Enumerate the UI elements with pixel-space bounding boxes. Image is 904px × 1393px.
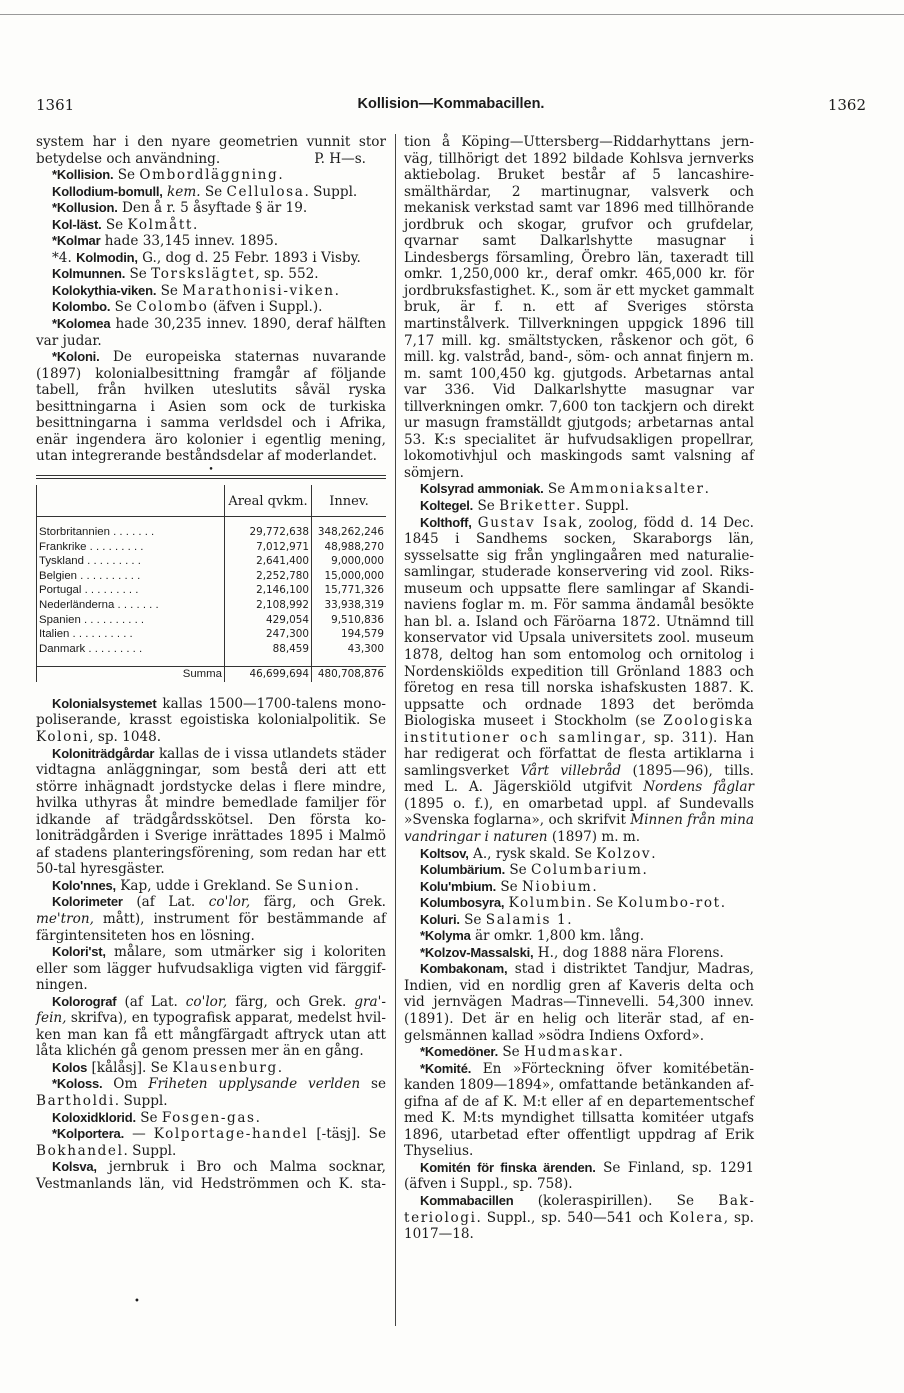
inhabitants-cell: 9,510,836: [312, 613, 387, 628]
inhabitants-cell: 15,000,000: [312, 569, 387, 584]
entry-kolokythia: Kolokythia-viken. Se Marathonisi-viken.: [52, 282, 339, 299]
page-number-right: 1362: [827, 96, 866, 114]
area-cell: 29,772,638: [225, 516, 312, 539]
inhabitants-cell: 15,771,326: [312, 583, 387, 598]
entry-kommabacillen: Kommabacillen (koleraspirillen). Se Bakteriologi. Suppl., sp. 540—541 och Kolera, sp. 1017—18.: [404, 1193, 754, 1243]
entry-kolonnes: Kolo'nnes, Kap, udde i Grekland. Se Sunion.: [52, 877, 359, 894]
entry-kolombo: Kolombo. Se Colombo (äfven i Suppl.).: [52, 299, 323, 316]
ornament-dot: •: [208, 464, 214, 475]
table-head-empty: [37, 485, 225, 517]
country-cell: Spanien . . . . . . . . . .: [37, 613, 225, 628]
inhabitants-cell: 48,988,270: [312, 540, 387, 555]
column-divider: [395, 134, 396, 1326]
table-row: [37, 583, 387, 598]
table-row: [37, 569, 387, 584]
area-cell: 247,300: [225, 627, 312, 642]
country-cell: Frankrike . . . . . . . . .: [37, 540, 225, 555]
table-row: [37, 540, 387, 555]
entry-kollision: *Kollision. Se Ombordläggning.: [52, 167, 283, 184]
entry-kolmar: *Kolmar hade 33,145 innev. 1895.: [52, 233, 279, 250]
entry-komite: *Komité. En »Förteckning öfver komitébetänkanden 1809—1894», omfattande betänkanden afgifna af de af K. M:t eller af en departementschef med K. M:ts myndighet tillsatta komitéer utgafs 1896, utarbetad efter offentligt uppdrag af Erik Thyselius.: [404, 1060, 754, 1160]
colonies-table: [36, 485, 386, 682]
sum-label: Summa: [37, 667, 225, 682]
entry-koluri: Koluri. Se Salamis 1.: [420, 911, 572, 928]
table-row: [37, 516, 387, 539]
entry-kolomea: *Kolomea hade 30,235 innev. 1890, deraf hälften var judar.: [36, 316, 386, 349]
entry-kollusion: *Kollusion. Den å r. 5 åsyftade § är 19.: [52, 200, 308, 217]
entry-kol-last: Kol-läst. Se Kolmått.: [52, 216, 198, 233]
entry-koloss: *Koloss. Om Friheten upplysande verlden se Bartholdi. Suppl.: [36, 1076, 387, 1109]
table-head-area: Areal qvkm.: [225, 485, 312, 517]
table-top-rule: [36, 475, 386, 479]
running-title: Kollision—Kommabacillen.: [357, 96, 545, 112]
inhabitants-cell: 43,300: [312, 642, 387, 657]
country-cell: Tyskland . . . . . . . . .: [37, 554, 225, 569]
entry-kolsva: Kolsva, jernbruk i Bro och Malma socknar, Vestmanlands län, vid Hedströmmen och K. sta-: [36, 1159, 386, 1192]
table-row: [37, 554, 387, 569]
country-cell: Belgien . . . . . . . . . .: [37, 569, 225, 584]
area-cell: 2,108,992: [225, 598, 312, 613]
country-cell: Nederländerna . . . . . . .: [37, 598, 225, 613]
entry-koloni: *Koloni. De europeiska staternas nuvarande (1897) kolonialbesittning framgår af följande tabell, från hvilken uteslutits såväl ryska besittningarna i Asien som ock de turkiska besittningarna i samma verldsdel och i Afrika, enär ingendera äro kolonier i egentlig mening, utan integrerande beståndsdelar af moderlandet.: [36, 349, 386, 465]
entry-kolzov-massalski: *Kolzov-Massalski, H., dog 1888 nära Florens.: [420, 944, 724, 961]
left-column: [36, 134, 386, 1192]
kolsva-continuation: tion å Köping—Uttersberg—Riddarhyttans jernväg, tillhörigt det 1892 bildade Kohlsva jernverks aktiebolag. Bruket består af 5 lancashiresmälthärdar, 2 martinugnar, valsverk och mekanisk verkstad samt var 1896 med tillhörande jordbruk och skogar, grufvor och grufdelar, qvarnar samt Dalkarlshytte masugnar i Lindesbergs församling, Örebro län, taxeradt till omkr. 1,250,000 kr., deraf omkr. 465,000 kr. för jordbruksfastighet. K., som är ett mycket gammalt bruk, är f. n. ett af Sveriges största martinstålverk. Tillverkningen uppgick 1896 till 7,17 mill. kg. smältstycken, råskenor och göt, 6 mill. kg. valstråd, band-, söm- och annat finjern m. m. samt 100,450 kg. gjutgods. Arbetarnas antal var 336. Vid Dalkarlshytte masugnar var tillverkningen omkr. 7,600 ton tackjern och direkt ur masugn framställdt gjutgods; arbetarnas antal 53. K:s specialitet är hufvudsakligen propellrar, lokomotivhjul och maskingods samt valsning af sömjern.: [404, 134, 754, 481]
entry-kolorimeter: Kolorimeter (af Lat. co'lor, färg, och Grek. me'tron, mått), instrument för bestämmande af färgintensiteten hos en lösning.: [36, 894, 386, 944]
sum-area: 46,699,694: [225, 667, 312, 682]
area-cell: 429,054: [225, 613, 312, 628]
table-sum-row: [37, 667, 387, 682]
author-signature: P. H—s.: [314, 150, 366, 167]
continuation-text: system har i den nyare geometrien vunnit stor betydelse och användning.: [36, 134, 386, 167]
entry-kolumbium: Kolu'mbium. Se Niobium.: [420, 878, 597, 895]
table-row: [37, 642, 387, 657]
inhabitants-cell: 33,938,319: [312, 598, 387, 613]
inhabitants-cell: 348,262,246: [312, 516, 387, 539]
area-cell: 2,146,100: [225, 583, 312, 598]
entry-kolyma: *Kolyma är omkr. 1,800 km. lång.: [420, 928, 645, 945]
table-head-inhabitants: Innev.: [312, 485, 387, 517]
entry-komedoner: *Komedöner. Se Hudmaskar.: [420, 1044, 623, 1061]
entry-kollodium: Kollodium-bomull, kem. Se Cellulosa. Suppl.: [52, 183, 358, 200]
entry-koloxidklorid: Koloxidklorid. Se Fosgen-gas.: [52, 1109, 260, 1126]
entry-kolorist: Kolori'st, målare, som utmärker sig i koloriten eller som lägger hufvudsakliga vigten vid färggifningen.: [36, 944, 386, 994]
entry-kombakonam: Kombakonam, stad i distriktet Tandjur, Madras, Indien, vid en nordlig gren af Kaveris delta och vid jernvägen Madras—Tinnevelli. 54,300 innev. (1891). Det är en helig och literär stad, af engelsmännen kallad »södra Indiens Oxford».: [404, 961, 754, 1044]
footer-dot: •: [134, 1296, 140, 1307]
country-cell: Danmark . . . . . . . . .: [37, 642, 225, 657]
entry-koltegel: Koltegel. Se Briketter. Suppl.: [420, 498, 629, 515]
page-header: [36, 96, 866, 116]
entry-kolos: Kolos [kålåsj]. Se Klausenburg.: [52, 1059, 283, 1076]
area-cell: 88,459: [225, 642, 312, 657]
country-cell: Italien . . . . . . . . . .: [37, 627, 225, 642]
entry-kolsyrad-ammoniak: Kolsyrad ammoniak. Se Ammoniaksalter.: [420, 481, 709, 498]
entry-kolthoff: Kolthoff, Gustav Isak, zoolog, född d. 14 Dec. 1845 i Sandhems socken, Skaraborgs län, sysselsatte sig från ynglingaåren med naturaliesamlingar, studerade konservering vid zool. Riksmuseum och uppsatte flere samlingar af Skandinaviens foglar m. m. För samma ändamål besökte han bl. a. Island och Färöarna 1872. Utnämnd till konservator vid Upsala universitets zool. museum 1878, deltog han som entomolog och ornitolog i Nordenskiölds expedition till Grönland 1883 och företog en resa till norska ishafskusten 1887. K. uppsatte och ordnade 1893 det berömda Biologiska museet i Stockholm (se Zoologiska institutioner och samlingar, sp. 311). Han har redigerat och författat de flesta artiklarna i samlingsverket Vårt villebråd (1895—96), tills. med L. A. Jägerskiöld utgifvit Nordens fåglar (1895 o. f.), en omarbetad uppl. af Sundevalls »Svenska foglarna», och skrifvit Minnen från mina vandringar i naturen (1897) m. m.: [404, 514, 755, 845]
table-row: [37, 627, 387, 642]
country-cell: Storbritannien . . . . . . .: [37, 516, 225, 539]
entry-kolmodin: *4. Kolmodin, G., dog d. 25 Febr. 1893 i Visby.: [52, 249, 361, 266]
right-column: [404, 134, 754, 1243]
top-rule: [0, 14, 904, 15]
inhabitants-cell: 9,000,000: [312, 554, 387, 569]
entry-kolorograf: Kolorograf (af Lat. co'lor, färg, och Grek. gra'fein, skrifva), en typografisk apparat, medelst hvilken man kan få ett mångfärgadt aftryck utan att låta klichén gå genom pressen mer än en gång.: [36, 993, 386, 1060]
entry-kolmunnen: Kolmunnen. Se Torskslägtet, sp. 552.: [52, 266, 319, 283]
entry-kolumbosyra: Kolumbosyra, Kolumbin. Se Kolumbo-rot.: [420, 895, 726, 912]
area-cell: 2,252,780: [225, 569, 312, 584]
entry-kolonialsystemet: Kolonialsystemet kallas 1500—1700-talens monopoliserande, krasst egoistiska kolonialpolitik. Se Koloni, sp. 1048.: [36, 695, 386, 745]
table-row: [37, 598, 387, 613]
entry-kolportera: *Kolportera. — Kolportage-handel [-täsj]. Se Bokhandel. Suppl.: [36, 1126, 387, 1159]
country-cell: Portugal . . . . . . . . .: [37, 583, 225, 598]
entry-kolumbarium: Kolumbärium. Se Columbarium.: [420, 862, 647, 879]
table-row: [37, 613, 387, 628]
page-number-left: 1361: [36, 96, 75, 114]
area-cell: 7,012,971: [225, 540, 312, 555]
sum-inhabitants: 480,708,876: [312, 667, 387, 682]
area-cell: 2,641,400: [225, 554, 312, 569]
entry-koltsov: Koltsov, A., rysk skald. Se Kolzov.: [420, 845, 656, 862]
inhabitants-cell: 194,579: [312, 627, 387, 642]
entry-komiten-finska: Komitén för finska ärenden. Se Finland, sp. 1291 (äfven i Suppl., sp. 758).: [404, 1159, 754, 1193]
entry-kolonitradgardar: Koloniträdgårdar kallas de i vissa utlandets städer vidtagna anläggningar, som bestå deri att ett större inhägnadt jordstycke delas i flere mindre, hvilka uthyras åt mindre bemedlade familjer för idkande af trädgårdsskötsel. Den första koloniträdgården i Sverige inrättades 1895 i Malmö af stadens planteringsförening, som redan har ett 50-tal hyresgäster.: [36, 745, 386, 878]
